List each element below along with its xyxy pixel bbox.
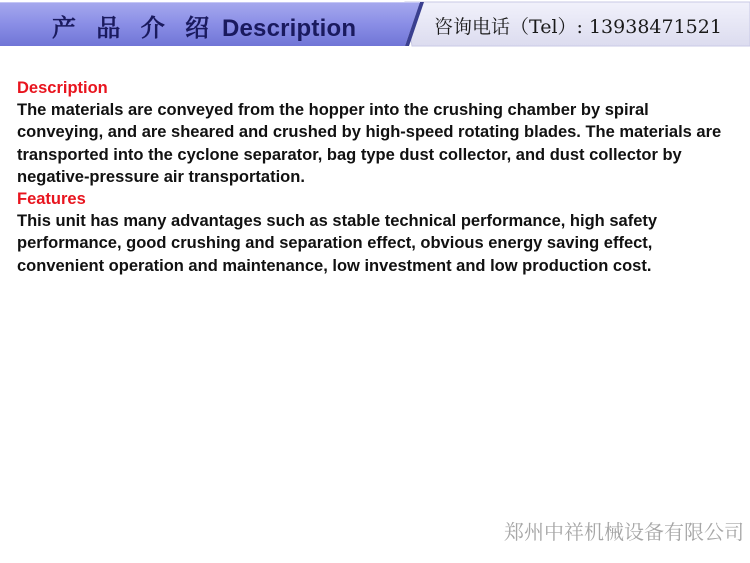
page-title — [52, 8, 356, 43]
contact-phone: 咨询电话（Tel）: 13938471521 — [434, 16, 722, 38]
company-name: 郑州中祥机械设备有限公司 — [504, 520, 744, 544]
features-section — [17, 188, 737, 277]
features-heading: Features — [17, 190, 86, 209]
page-title-cn: 产 品 介 绍 — [52, 13, 216, 42]
description-section — [17, 77, 737, 188]
description-text: The materials are conveyed from the hopper into the crushing chamber by spiral conveying, and are sheared and crushed by high-speed rotating blades. The materials are transported into the cyclone separator, bag type dust collector, and dust collector by negative-pressure air transportation. — [17, 101, 722, 186]
page-title-en: Description — [221, 15, 357, 42]
description-heading: Description — [17, 79, 108, 97]
header-banner — [0, 0, 750, 48]
content-body — [17, 77, 737, 277]
features-text: This unit has many advantages such as stable technical performance, high safety performance, good crushing and separation effect, obvious energy saving effect, convenient operation and maintenance, low investment and low production cost. — [17, 212, 658, 275]
